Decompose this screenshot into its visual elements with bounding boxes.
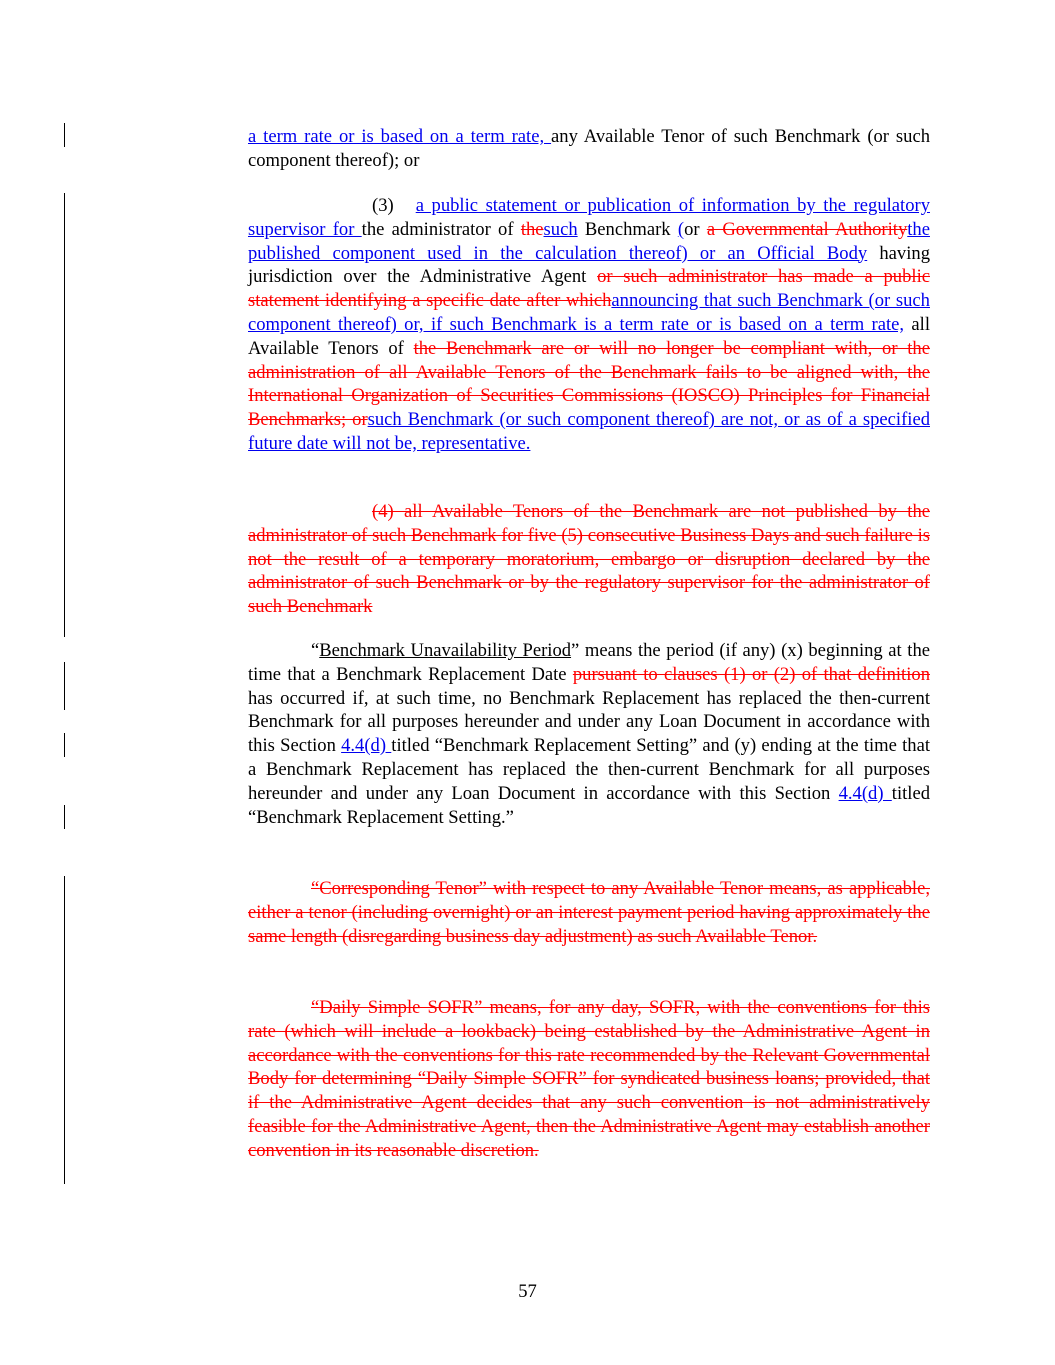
defined-term: Benchmark Unavailability Period xyxy=(319,640,572,661)
paragraph-continuation xyxy=(248,125,930,173)
inserted-text: such xyxy=(543,218,578,240)
deleted-text: ” with respect to any Available Tenor means, as applicable, either a tenor (including overnight) or an interest payment period having approximately the same length (disregarding business day adjustment) as such Available Tenor. xyxy=(248,878,930,947)
inserted-text: ( xyxy=(677,218,685,240)
deleted-text: ” means, for any day, SOFR, with the conventions for this rate (which will include a lookback) being established by the Administrative Agent in accordance with the conventions for this rate recommended by the Relevant Governmental Body for determining “Daily Simple SOFR” for syndicated business loans; provided, that if the Administrative Agent decides that any such convention is not administratively feasible for the Administrative Agent, then the Administrative Agent may establish another convention in its reasonable discretion. xyxy=(248,997,930,1161)
deleted-defined-term: Corresponding Tenor xyxy=(319,878,479,899)
open-quote: “ xyxy=(311,640,320,661)
deleted-text: “ xyxy=(311,878,320,899)
deleted-defined-term: Daily Simple SOFR xyxy=(319,997,475,1018)
change-bar xyxy=(64,733,65,757)
body-text: ” means the period (if any) (x) beginning at the time that a Benchmark Replacement Date xyxy=(248,640,930,685)
deleted-text: pursuant to clauses (1) or (2) of that definition xyxy=(572,663,930,685)
inserted-text: the published component used in the calculation thereof) or an Official Body xyxy=(248,218,930,264)
inserted-text: a public statement or publication of information by the regulatory supervisor for xyxy=(248,195,930,240)
section-reference-link[interactable]: 4.4(d) xyxy=(341,735,392,757)
body-text: or xyxy=(684,218,707,240)
definition-corresponding-tenor-deleted xyxy=(248,877,930,948)
page-number: 57 xyxy=(518,1281,537,1302)
deleted-text: (4) all Available Tenors of the Benchmark are not published by the administrator of such Benchmark for five (5) consecutive Business Days and such failure is not the result of a temporary moratorium, embargo or disruption declared by the administrator of such Benchmark or by the regulatory supervisor for the administrator of such Benchmark xyxy=(248,501,930,618)
body-text: all Available Tenors of xyxy=(248,313,931,359)
deleted-text: the Benchmark are or will no longer be compliant with, or the administration of all Available Tenors of the Benchmark fails to be aligned with, the International Organization of Securities Commissions (IOSCO) Principles for Financial Benchmarks; or xyxy=(248,337,930,431)
deleted-text: a Governmental Authority xyxy=(706,218,908,240)
section-reference-link[interactable]: 4.4(d) xyxy=(838,782,892,804)
body-text: the administrator of xyxy=(361,218,521,240)
clause-number: (3) xyxy=(372,195,394,216)
clause-4-deleted xyxy=(248,500,930,619)
inserted-text: such Benchmark (or such component thereof) are not, or as of a specified future date will not be, representative. xyxy=(248,409,930,454)
body-text: having jurisdiction over the Administrative Agent xyxy=(248,242,930,288)
change-bar xyxy=(64,193,65,637)
definition-daily-simple-sofr-deleted xyxy=(248,996,930,1163)
change-bar xyxy=(64,123,65,147)
body-text: any Available Tenor of such Benchmark (or such component thereof); or xyxy=(248,126,930,171)
body-text: has occurred if, at such time, no Benchmark Replacement has replaced the then-current Benchmark for all purposes hereunder and under any Loan Document in accordance with this Section xyxy=(248,687,930,757)
change-bar xyxy=(64,662,65,710)
body-text: Benchmark xyxy=(577,218,678,240)
inserted-text: announcing that such Benchmark (or such component thereof) or, if such Benchmark is a term rate or is based on a term rate, xyxy=(248,290,930,335)
change-bar xyxy=(64,876,65,1184)
deleted-text: “ xyxy=(311,997,320,1018)
inserted-text: a term rate or is based on a term rate, xyxy=(248,126,552,147)
deleted-text: or such administrator has made a public statement identifying a specific date after which xyxy=(248,266,930,312)
body-text: titled “Benchmark Replacement Setting” and (y) ending at the time that a Benchmark Replacement has replaced the then-current Benchmark for all purposes hereunder and under any Loan Document in accordance with this Section xyxy=(248,735,930,804)
deleted-text: the xyxy=(520,218,544,240)
definition-benchmark-unavailability-period xyxy=(248,639,930,829)
clause-3 xyxy=(248,194,930,456)
body-text: titled “Benchmark Replacement Setting.” xyxy=(248,782,930,828)
change-bar xyxy=(64,805,65,829)
